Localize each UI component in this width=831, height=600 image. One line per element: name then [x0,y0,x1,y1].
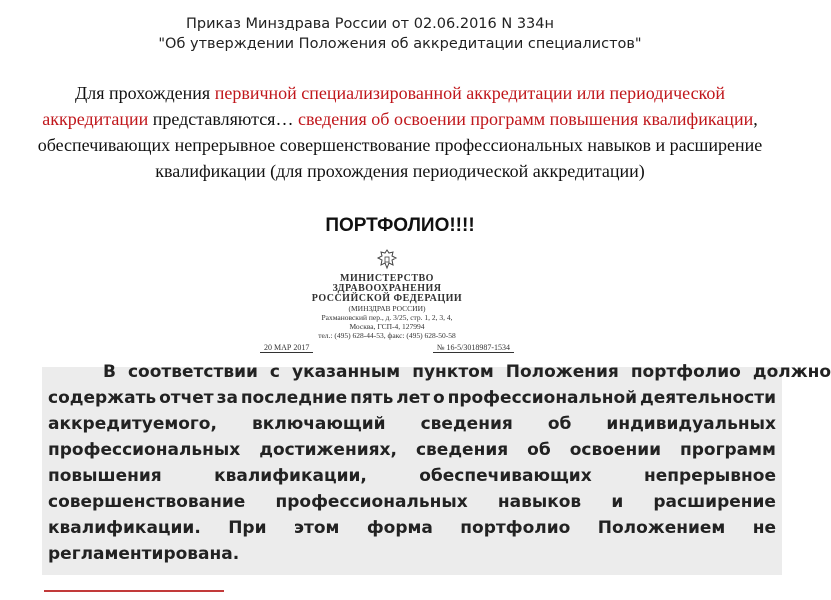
stamp-number: № 16-5/3018987-1534 [433,343,514,353]
scanned-quote [48,362,831,592]
portfolio-heading: ПОРТФОЛИО!!!! [325,215,475,236]
quote-word: и [611,492,624,512]
quote-word: лет [396,388,431,408]
quote-word: профессиональных [48,440,241,460]
lead-text-1: Для прохождения [74,83,215,103]
lead-highlight-1: первичной специализированной аккредитации или периодической аккредитации [42,83,726,129]
lead-highlight-2: сведения об освоении программ повышения квалификации [297,109,754,129]
quote-word: форма [366,518,433,538]
quote-word: Положением [597,518,726,538]
quote-word: профессиональных [275,492,468,512]
order-reference: Приказ Минздрава России от 02.06.2016 N 334н [186,16,554,32]
quote-word: аккредитуемого, [48,414,217,434]
quote-word: навыков [497,492,582,512]
stamp-date: 20 МАР 2017 [260,343,313,353]
quote-word: указанным [292,362,401,382]
quote-line [48,466,776,492]
stamp-line-4: (МИНЗДРАВ РОССИИ) [348,304,426,313]
quote-word: с [269,362,280,382]
quote-word: Положения [505,362,619,382]
stamp-address-2: Москва, ГСП-4, 127994 [349,322,425,331]
quote-word: об [527,440,551,460]
quote-word: соответствии [127,362,258,382]
quote-word: расширение [653,492,776,512]
quote-word: квалификации, [214,466,367,486]
quote-lines [48,362,831,570]
quote-word: В [103,362,116,382]
quote-word: об [547,414,572,434]
stamp-phones: тел.: (495) 628-44-53, факс: (495) 628-50-58 [318,331,456,340]
quote-word: деятельности [639,388,776,408]
lead-paragraph [30,80,770,184]
coat-of-arms-icon [375,248,399,272]
lead-text-2: представляются… [148,109,298,129]
quote-word: портфолио [630,362,741,382]
quote-word: повышения [48,466,162,486]
quote-word: программ [680,440,776,460]
quote-word: непрерывное [644,466,776,486]
quote-line [48,388,776,414]
lead-text-3: , обеспечивающих непрерывное совершенствование профессиональных навыков и расширение квалификации (для прохождения периодической аккредитации) [37,109,763,181]
quote-word: за [216,388,238,408]
quote-word: профессиональной [447,388,638,408]
quote-line [48,362,831,388]
quote-word: содержать [48,388,157,408]
quote-word: этом [293,518,340,538]
order-title: "Об утверждении Положения об аккредитации специалистов" [158,36,642,52]
quote-word: квалификации. [48,518,201,538]
quote-word: пять [350,388,394,408]
quote-word: не [752,518,776,538]
quote-word: совершенствование [48,492,246,512]
quote-word: индивидуальных [606,414,776,434]
stamp-line-1: МИНИСТЕРСТВО [340,273,434,284]
quote-word: о [433,388,445,408]
quote-line [48,544,776,570]
quote-word: При [228,518,267,538]
quote-line [48,518,776,544]
quote-word: пунктом [412,362,494,382]
quote-word: отчет [159,388,214,408]
stamp-line-3: РОССИЙСКОЙ ФЕДЕРАЦИИ [311,293,463,304]
quote-line [48,414,776,440]
stamp-address-1: Рахмановский пер., д. 3/25, стр. 1, 2, 3, 4, [321,313,453,322]
quote-word: регламентирована. [48,544,240,564]
quote-word: последние [240,388,348,408]
quote-word: портфолио [460,518,571,538]
quote-line [48,440,776,466]
quote-word: сведения [415,440,509,460]
quote-word: достижениях, [259,440,397,460]
red-underline [44,590,224,592]
ministry-letterhead [252,248,522,353]
quote-word: обеспечивающих [419,466,592,486]
quote-word: должно [752,362,831,382]
stamp-line-2: ЗДРАВООХРАНЕНИЯ [332,283,442,294]
quote-word: сведения [420,414,513,434]
quote-word: освоении [569,440,662,460]
quote-line [48,492,776,518]
quote-word: включающий [251,414,386,434]
stamp-registration [252,343,522,353]
